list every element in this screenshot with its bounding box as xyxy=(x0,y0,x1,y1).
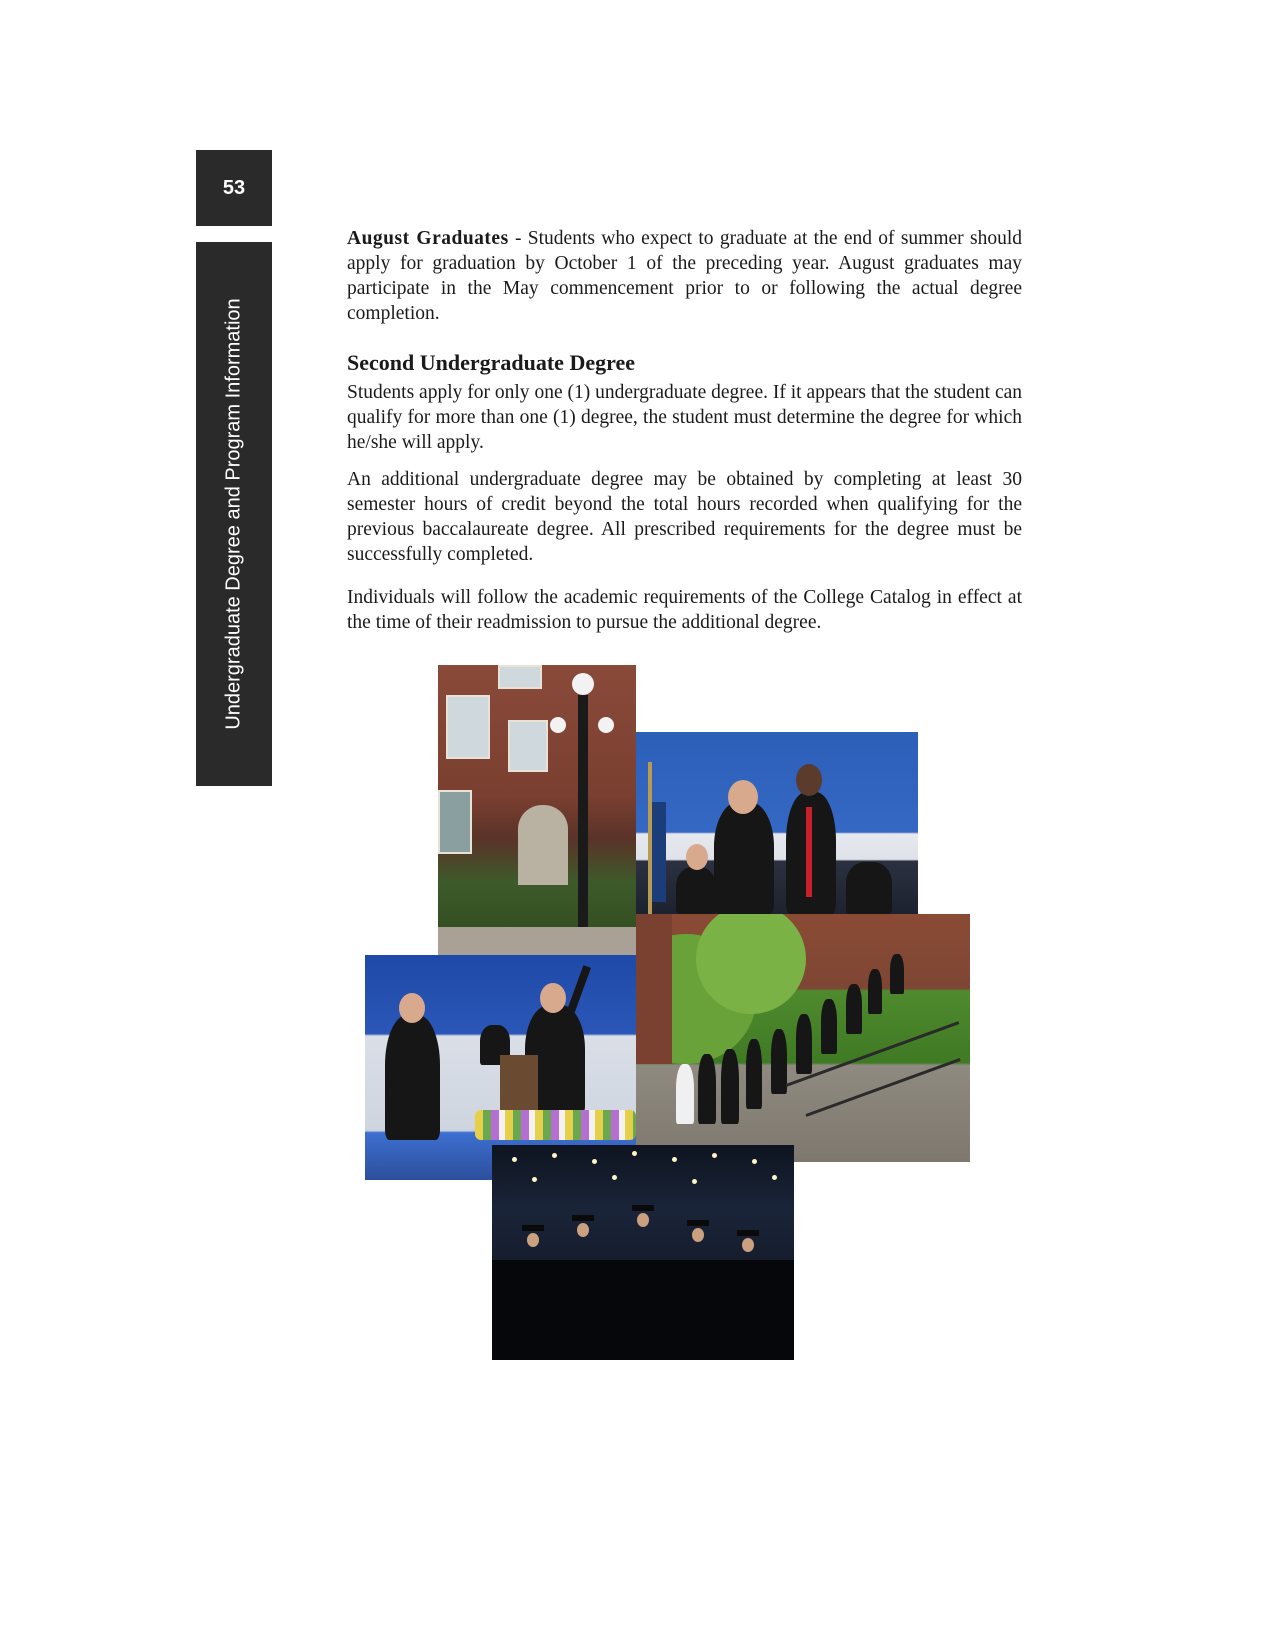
raised-arm xyxy=(567,965,591,1013)
section-side-tab-label: Undergraduate Degree and Program Information xyxy=(222,298,245,730)
podium xyxy=(500,1055,538,1110)
graduate-figure xyxy=(676,1064,694,1124)
stair-railing xyxy=(805,1058,960,1117)
window xyxy=(438,790,472,854)
lamp-globe xyxy=(598,717,614,733)
graduation-cap xyxy=(632,1205,654,1211)
graduation-cap xyxy=(687,1220,709,1226)
graduation-cap xyxy=(522,1225,544,1231)
ceiling-light xyxy=(712,1153,717,1158)
presenter-head xyxy=(728,780,758,814)
august-graduates-label: August Graduates xyxy=(347,228,509,249)
graduate-figure xyxy=(796,1014,812,1074)
ceiling-light xyxy=(632,1151,637,1156)
graduate-figure xyxy=(846,984,862,1034)
brick-wall xyxy=(636,914,672,1064)
ceiling-light xyxy=(772,1175,777,1180)
graduate-figure xyxy=(698,1054,716,1124)
graduate-face xyxy=(692,1228,704,1242)
walkway xyxy=(438,927,636,955)
flower-arrangement xyxy=(475,1110,636,1140)
faculty-head xyxy=(399,993,425,1023)
graduate-figure xyxy=(868,969,882,1014)
building-photo xyxy=(438,665,636,955)
august-graduates-text: - Students who expect to graduate at the end of summer should apply for graduation by October 1 of the preceding year. August graduates may participate in the May commencement prior to or following the actual degree completion. xyxy=(347,228,1022,324)
graduation-cap xyxy=(737,1230,759,1236)
graduate-figure xyxy=(721,1049,739,1124)
ceiling-light xyxy=(612,1175,617,1180)
lamp-globe xyxy=(550,717,566,733)
august-graduates-paragraph xyxy=(347,226,1022,326)
gown-crowd xyxy=(492,1260,794,1360)
window xyxy=(498,665,542,689)
seated-figure xyxy=(846,862,892,914)
graduate-stole xyxy=(806,807,812,897)
graduates-crowd-photo xyxy=(492,1145,794,1360)
graduate-figure xyxy=(746,1039,762,1109)
graduate-face xyxy=(527,1233,539,1247)
window xyxy=(508,720,548,772)
paragraph: Individuals will follow the academic requirements of the College Catalog in effect at the time of their readmission to pursue the additional degree. xyxy=(347,587,1022,633)
paragraph: Students apply for only one (1) undergraduate degree. If it appears that the student can qualify for more than one (1) degree, the student must determine the degree for which he/she will apply. xyxy=(347,382,1022,453)
ceiling-light xyxy=(672,1157,677,1162)
presenter-figure xyxy=(714,802,774,914)
graduate-face xyxy=(577,1223,589,1237)
lamp-post xyxy=(578,695,588,955)
faculty-figure xyxy=(385,1015,440,1140)
tree xyxy=(696,914,806,1014)
window xyxy=(446,695,490,759)
seated-figure xyxy=(676,867,716,914)
graduate-face xyxy=(637,1213,649,1227)
section-heading: Second Undergraduate Degree xyxy=(347,350,635,375)
graduate-face xyxy=(742,1238,754,1252)
lamp-globe xyxy=(572,673,594,695)
section-side-tab xyxy=(196,242,272,786)
handshake-photo xyxy=(636,732,918,914)
paragraph: An additional undergraduate degree may be obtained by completing at least 30 semester hours of credit beyond the total hours recorded when qualifying for the previous baccalaureate degree. All prescribed requirements for the degree must be successfully completed. xyxy=(347,469,1022,565)
graduate-figure xyxy=(890,954,904,994)
ceiling-light xyxy=(592,1159,597,1164)
seated-head xyxy=(686,844,708,870)
ceiling-light xyxy=(512,1157,517,1162)
procession-photo xyxy=(636,914,970,1162)
graduation-cap xyxy=(572,1215,594,1221)
doorway xyxy=(518,805,568,885)
ceiling-light xyxy=(532,1177,537,1182)
main-content xyxy=(347,226,1022,647)
graduate-head xyxy=(540,983,566,1013)
ceiling-light xyxy=(752,1159,757,1164)
page-number: 53 xyxy=(196,150,272,226)
ceiling-light xyxy=(552,1153,557,1158)
ceiling-light xyxy=(692,1179,697,1184)
graduate-head xyxy=(796,764,822,796)
graduate-figure xyxy=(821,999,837,1054)
flag xyxy=(652,802,666,902)
